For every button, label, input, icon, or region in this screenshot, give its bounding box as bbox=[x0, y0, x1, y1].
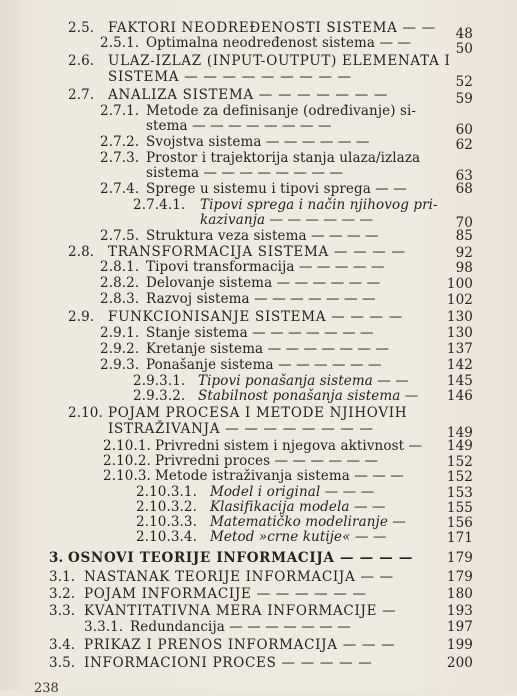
toc-page: 197 bbox=[446, 619, 473, 635]
toc-title: Metode za definisanje (određivanje) si- bbox=[146, 103, 417, 119]
toc-page: 92 bbox=[455, 245, 473, 261]
toc-page: 62 bbox=[455, 137, 473, 153]
toc-number: 2.10.3.2. bbox=[136, 499, 198, 515]
toc-number: 3.2. bbox=[49, 586, 76, 602]
toc-page: 68 bbox=[455, 181, 473, 197]
toc-number: 2.8. bbox=[68, 244, 95, 260]
toc-title: Ponašanje sistema — — — — — — bbox=[146, 357, 382, 373]
toc-number: 2.7.1. bbox=[100, 103, 140, 119]
toc-page: 130 bbox=[446, 309, 473, 325]
toc-title: Stabilnost ponašanja sistema — bbox=[198, 388, 419, 404]
toc-number: 2.10.3.1. bbox=[136, 484, 198, 500]
toc-title: FAKTORI NEODREĐENOSTI SISTEMA — — bbox=[108, 20, 436, 36]
toc-title: POJAM INFORMACIJE — — — — — — bbox=[84, 586, 367, 602]
toc-title: Redundancija — — — — — — — bbox=[130, 619, 351, 635]
toc-number: 2.10.3.4. bbox=[136, 529, 198, 545]
toc-number: 3.1. bbox=[49, 569, 76, 585]
toc-number: 2.7.3. bbox=[100, 150, 140, 166]
toc-title: KVANTITATIVNA MERA INFORMACIJE — bbox=[84, 603, 397, 619]
toc-page: 102 bbox=[446, 292, 473, 308]
toc-title: Tipovi sprega i način njihovog pri- bbox=[200, 197, 438, 213]
toc-title: Tipovi transformacija — — — — — bbox=[146, 259, 385, 275]
toc-page: 179 bbox=[446, 550, 473, 566]
toc-title: Sprege u sistemu i tipovi sprega — — bbox=[146, 181, 407, 197]
toc-title: Delovanje sistema — — — — — — bbox=[146, 275, 381, 291]
toc-title: Privredni sistem i njegova aktivnost — bbox=[155, 438, 423, 454]
toc-number: 3.3. bbox=[49, 603, 76, 619]
toc-title: NASTANAK TEORIJE INFORMACIJA — — bbox=[84, 569, 394, 585]
toc-number: 3.3.1. bbox=[84, 619, 124, 635]
toc-title: Tipovi ponašanja sistema — — bbox=[198, 373, 409, 389]
toc-page: 199 bbox=[446, 637, 473, 653]
toc-number: 2.8.3. bbox=[100, 291, 140, 307]
toc-page: 149 bbox=[446, 425, 473, 441]
toc-title: Metod »crne kutije« — — bbox=[210, 529, 387, 545]
toc-title: ANALIZA SISTEMA — — — — — — — bbox=[108, 87, 389, 103]
toc-number: 2.9.3.2. bbox=[133, 388, 186, 404]
toc-page: 156 bbox=[446, 515, 473, 531]
toc-title: PRIKAZ I PRENOS INFORMACIJA — — — bbox=[84, 637, 396, 653]
toc-number: 3.4. bbox=[49, 637, 76, 653]
toc-page: 100 bbox=[446, 276, 473, 292]
toc-title: INFORMACIONI PROCES — — — — — bbox=[84, 655, 373, 671]
toc-page: 153 bbox=[446, 485, 473, 501]
toc-title: stema — — — — — — — — bbox=[146, 118, 332, 134]
toc-page: 130 bbox=[446, 325, 473, 341]
toc-title: Kretanje sistema — — — — — — — bbox=[146, 341, 390, 357]
toc-number: 2.7.5. bbox=[100, 228, 140, 244]
toc-number: 2.9.3.1. bbox=[133, 373, 186, 389]
toc-page: 63 bbox=[455, 168, 473, 184]
toc-title: OSNOVI TEORIJE INFORMACIJA — — — — bbox=[68, 550, 414, 566]
toc-number: 2.9.1. bbox=[100, 325, 140, 341]
toc-title: Klasifikacija modela — — bbox=[210, 499, 386, 515]
toc-title: POJAM PROCESA I METODE NJIHOVIH bbox=[108, 405, 408, 421]
toc-title: Svojstva sistema — — — — — — bbox=[146, 134, 370, 150]
toc-page: 137 bbox=[446, 341, 473, 357]
toc-page: 50 bbox=[455, 41, 473, 57]
toc-number: 2.10.2. bbox=[103, 453, 151, 469]
toc-title: ULAZ-IZLAZ (INPUT-OUTPUT) ELEMENATA I bbox=[108, 53, 451, 69]
toc-title: Struktura veza sistema — — — — bbox=[146, 228, 379, 244]
toc-number: 3.5. bbox=[49, 655, 76, 671]
toc-page: 152 bbox=[446, 469, 473, 485]
toc-title: Metode istraživanja sistema — — — bbox=[155, 468, 404, 484]
toc-number: 2.9. bbox=[68, 309, 95, 325]
toc-number: 2.8.2. bbox=[100, 275, 140, 291]
toc-page: 152 bbox=[446, 454, 473, 470]
toc-page: 70 bbox=[455, 215, 473, 231]
toc-number: 2.7.4.1. bbox=[133, 197, 186, 213]
toc-number: 2.10. bbox=[68, 405, 103, 421]
page-number: 238 bbox=[34, 681, 59, 696]
toc-number: 2.9.3. bbox=[100, 357, 140, 373]
toc-title: Prostor i trajektorija stanja ulaza/izlaza bbox=[146, 150, 421, 166]
toc-number: 2.10.1. bbox=[103, 438, 151, 454]
toc-page: 180 bbox=[446, 586, 473, 602]
toc-title: Model i original — — — bbox=[210, 484, 375, 500]
toc-page: 155 bbox=[446, 500, 473, 516]
toc-number: 2.6. bbox=[68, 53, 95, 69]
toc-number: 2.9.2. bbox=[100, 341, 140, 357]
toc-page: 146 bbox=[446, 388, 473, 404]
toc-number: 2.7. bbox=[68, 87, 95, 103]
toc-page: 171 bbox=[446, 530, 473, 546]
toc-page: 85 bbox=[455, 228, 473, 244]
toc-page: 59 bbox=[455, 91, 473, 107]
toc-number: 2.8.1. bbox=[100, 259, 140, 275]
toc-page: 200 bbox=[446, 655, 473, 671]
toc-page: 193 bbox=[446, 603, 473, 619]
toc-number: 2.10.3.3. bbox=[136, 514, 198, 530]
toc-number: 2.5. bbox=[68, 20, 95, 36]
toc-title: Stanje sistema — — — — — — — bbox=[146, 325, 374, 341]
toc-page: 145 bbox=[446, 373, 473, 389]
toc-page: 142 bbox=[446, 357, 473, 373]
toc-page: 98 bbox=[455, 260, 473, 276]
toc-title: TRANSFORMACIJA SISTEMA — — — — bbox=[108, 244, 406, 260]
toc-page: 179 bbox=[446, 569, 473, 585]
toc-page: 52 bbox=[455, 74, 473, 90]
toc-title: Matematičko modeliranje — bbox=[210, 514, 406, 530]
toc-number: 2.5.1. bbox=[100, 35, 140, 51]
toc-page: 48 bbox=[455, 26, 473, 42]
toc-number: 3. bbox=[49, 550, 64, 566]
toc-page: 60 bbox=[455, 122, 473, 138]
toc-title: Razvoj sistema — — — — — — — bbox=[146, 291, 376, 307]
toc-number: 2.10.3. bbox=[103, 468, 151, 484]
toc-number: 2.7.4. bbox=[100, 181, 140, 197]
toc-title: SISTEMA — — — — — — — — — bbox=[108, 69, 352, 85]
toc-title: FUNKCIONISANJE SISTEMA — — — — bbox=[108, 309, 403, 325]
toc-title: ISTRAŽIVANJA — — — — — — — — bbox=[108, 421, 374, 437]
toc-page: 149 bbox=[446, 438, 473, 454]
toc-title: Privredni proces — — — — — — bbox=[155, 453, 379, 469]
toc-title: sistema — — — — — — — — bbox=[146, 165, 344, 181]
toc-number: 2.7.2. bbox=[100, 134, 140, 150]
toc-title: Optimalna neodređenost sistema — — bbox=[146, 35, 412, 51]
toc-title: kazivanja — — — — — — bbox=[200, 212, 374, 228]
